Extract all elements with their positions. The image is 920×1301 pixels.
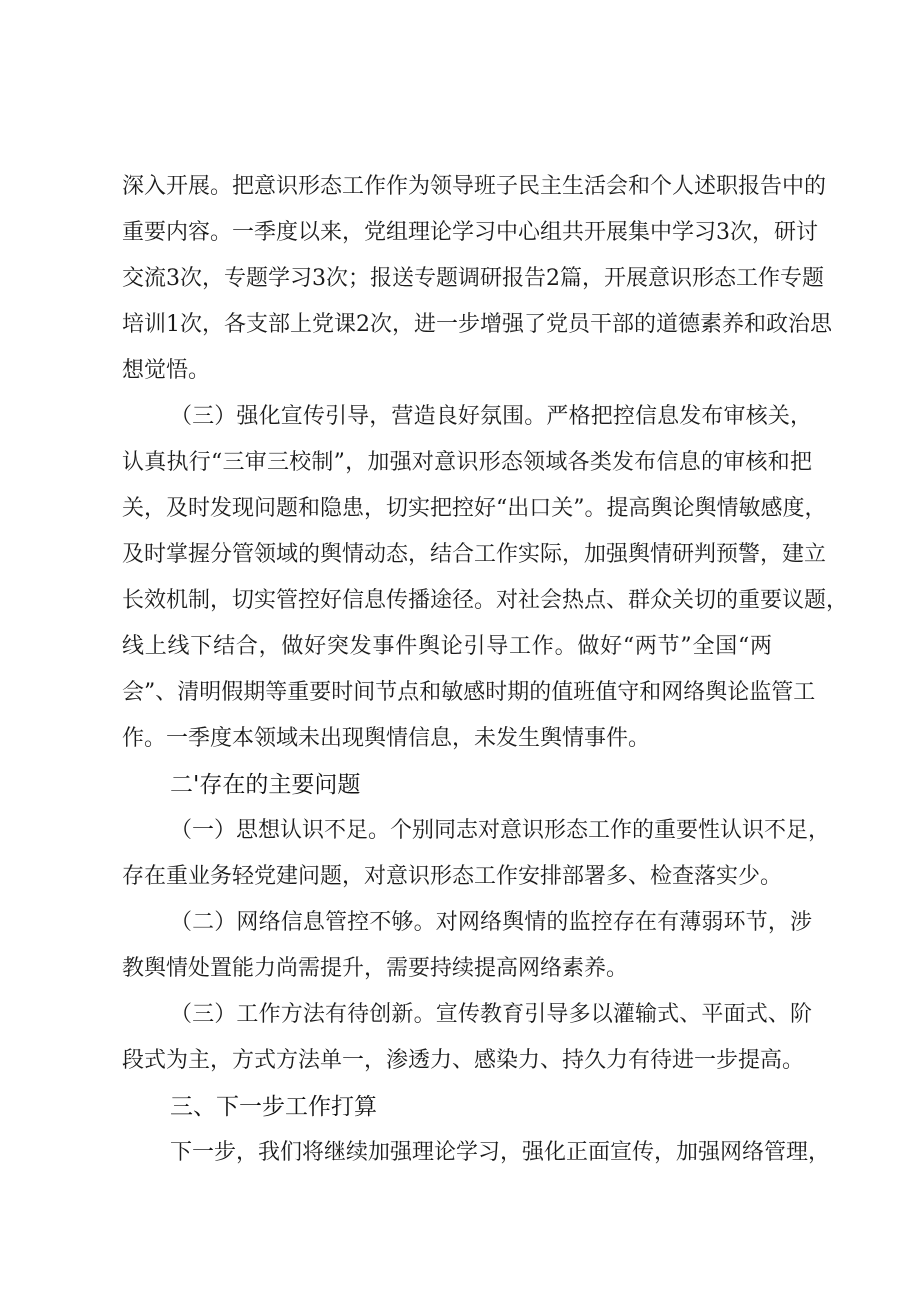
paragraph-1-line-2: 重要内容。一季度以来，党组理论学习中心组共开展集中学习3次，研讨 — [122, 220, 818, 245]
paragraph-2-line-4: 及时掌握分管领域的舆情动态，结合工作实际，加强舆情研判预警，建立 — [122, 542, 827, 567]
paragraph-1-line-1: 深入开展。把意识形态工作作为领导班子民主生活会和个人述职报告中的 — [122, 174, 827, 199]
paragraph-1-line-4: 培训1次，各支部上党课2次，进一步增强了党员干部的道德素养和政治思 — [122, 312, 832, 337]
paragraph-2-line-6: 线上线下结合，做好突发事件舆论引导工作。做好“两节”全国“两 — [122, 634, 772, 659]
next-steps-line-1: 下一步，我们将继续加强理论学习，强化正面宣传，加强网络管理， — [170, 1140, 831, 1165]
issue-2-line-2: 教舆情处置能力尚需提升，需要持续提高网络素养。 — [122, 956, 629, 981]
paragraph-2-line-1: （三）强化宣传引导，营造良好氛围。严格把控信息发布审核关， — [170, 404, 812, 429]
paragraph-2-line-5: 长效机制，切实管控好信息传播途径。对社会热点、群众关切的重要议题， — [122, 588, 849, 613]
paragraph-2-line-2: 认真执行“三审三校制”，加强对意识形态领域各类发布信息的审核和把 — [122, 450, 812, 475]
section-heading-3: 三、下一步工作打算 — [170, 1094, 377, 1120]
paragraph-1-line-5: 想觉悟。 — [122, 358, 211, 383]
paragraph-2-line-3: 关，及时发现问题和隐患，切实把控好“出口关”。提高舆论舆情敏感度， — [122, 496, 827, 521]
issue-3-line-2: 段式为主，方式方法单一，渗透力、感染力、持久力有待进一步提高。 — [122, 1048, 805, 1073]
issue-1-line-1: （一）思想认识不足。个别同志对意识形态工作的重要性认识不足， — [170, 818, 831, 843]
issue-1-line-2: 存在重业务轻党建问题，对意识形态工作安排部署多、检查落实少。 — [122, 864, 783, 889]
issue-2-line-1: （二）网络信息管控不够。对网络舆情的监控存在有薄弱环节，涉 — [170, 910, 812, 935]
section-heading-2: 二'存在的主要问题 — [170, 772, 361, 798]
paragraph-2-line-7: 会”、清明假期等重要时间节点和敏感时期的值班值守和网络舆论监管工 — [122, 680, 816, 705]
issue-3-line-1: （三）工作方法有待创新。宣传教育引导多以灌输式、平面式、阶 — [170, 1002, 812, 1027]
paragraph-2-line-8: 作。一季度本领域未出现舆情信息，未发生舆情事件。 — [122, 726, 651, 751]
paragraph-1-line-3: 交流3次，专题学习3次；报送专题调研报告2篇，开展意识形态工作专题 — [122, 266, 824, 291]
